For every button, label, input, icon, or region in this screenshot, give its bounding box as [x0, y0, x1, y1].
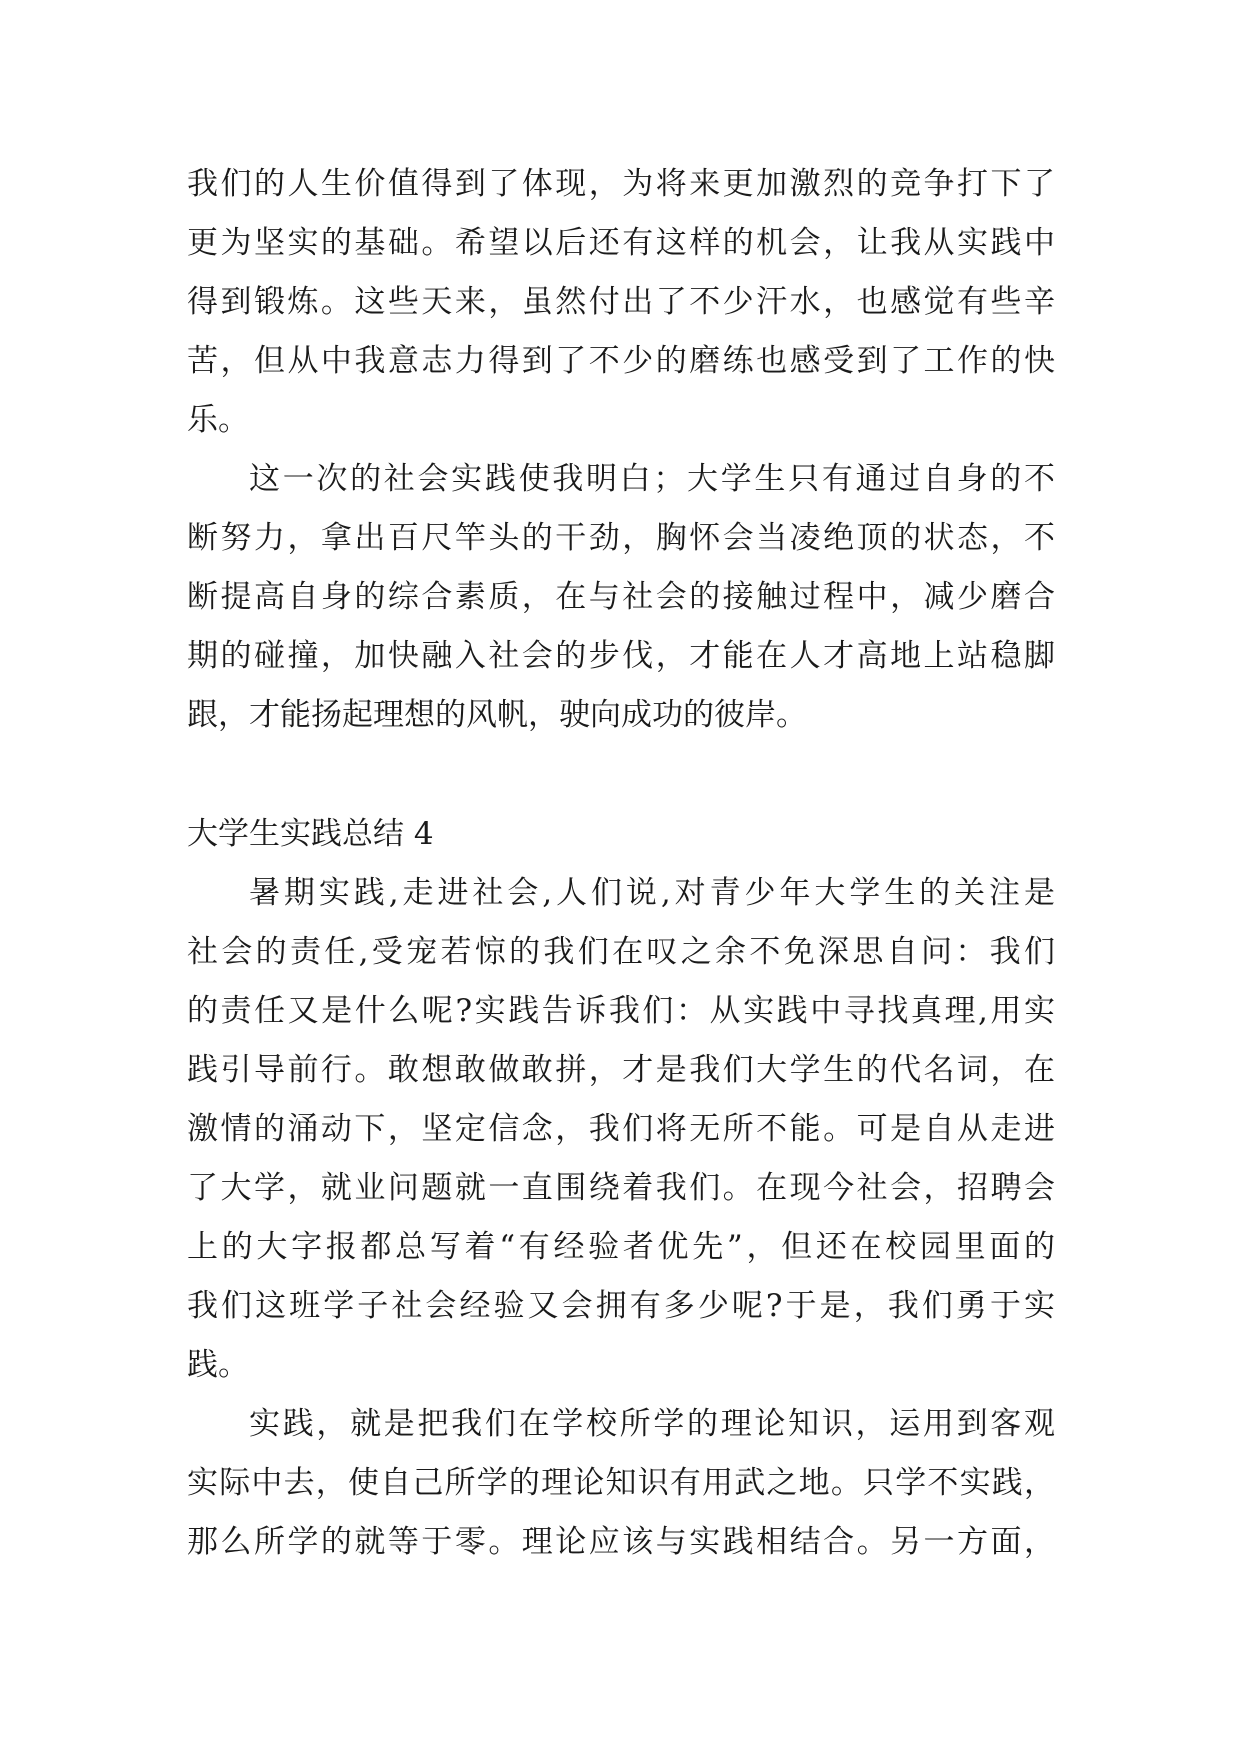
- section-heading: 大学生实践总结 4: [187, 816, 434, 852]
- text-line: 激情的涌动下，坚定信念，我们将无所不能。可是自从走进: [187, 1111, 1055, 1147]
- text-line: 那么所学的就等于零。理论应该与实践相结合。另一方面，: [187, 1524, 1055, 1560]
- text-line: 苦，但从中我意志力得到了不少的磨练也感受到了工作的快: [187, 343, 1055, 379]
- text-line: 了大学，就业问题就一直围绕着我们。在现今社会，招聘会: [187, 1170, 1055, 1206]
- paragraph-4: [187, 1395, 1055, 1572]
- text-line: 我们的人生价值得到了体现，为将来更加激烈的竞争打下了: [187, 166, 1055, 202]
- document-body: [187, 155, 1055, 1572]
- text-line: 上的大字报都总写着“有经验者优先”，但还在校园里面的: [187, 1229, 1055, 1265]
- text-line: 期的碰撞，加快融入社会的步伐，才能在人才高地上站稳脚: [187, 638, 1055, 674]
- text-line: 跟，才能扬起理想的风帆，驶向成功的彼岸。: [187, 697, 807, 733]
- text-line: 暑期实践,走进社会,人们说,对青少年大学生的关注是: [249, 875, 1055, 911]
- text-line: 我们这班学子社会经验又会拥有多少呢?于是，我们勇于实: [187, 1288, 1055, 1324]
- paragraph-2: [187, 450, 1055, 745]
- text-line: 社会的责任,受宠若惊的我们在叹之余不免深思自问：我们: [187, 934, 1055, 970]
- text-line: 更为坚实的基础。希望以后还有这样的机会，让我从实践中: [187, 225, 1055, 261]
- paragraph-1: [187, 155, 1055, 450]
- section-spacer: [187, 745, 1055, 805]
- text-line: 实际中去，使自己所学的理论知识有用武之地。只学不实践，: [187, 1465, 1055, 1501]
- text-line: 断提高自身的综合素质，在与社会的接触过程中，减少磨合: [187, 579, 1055, 615]
- paragraph-3: [187, 864, 1055, 1395]
- text-line: 的责任又是什么呢?实践告诉我们：从实践中寻找真理,用实: [187, 993, 1055, 1029]
- text-line: 践引导前行。敢想敢做敢拼，才是我们大学生的代名词，在: [187, 1052, 1055, 1088]
- text-line: 实践，就是把我们在学校所学的理论知识，运用到客观: [249, 1406, 1055, 1442]
- text-line: 践。: [187, 1347, 249, 1383]
- text-line: 断努力，拿出百尺竿头的干劲，胸怀会当凌绝顶的状态，不: [187, 520, 1055, 556]
- text-line: 这一次的社会实践使我明白；大学生只有通过自身的不: [249, 461, 1055, 497]
- text-line: 乐。: [187, 402, 249, 438]
- text-line: 得到锻炼。这些天来，虽然付出了不少汗水，也感觉有些辛: [187, 284, 1055, 320]
